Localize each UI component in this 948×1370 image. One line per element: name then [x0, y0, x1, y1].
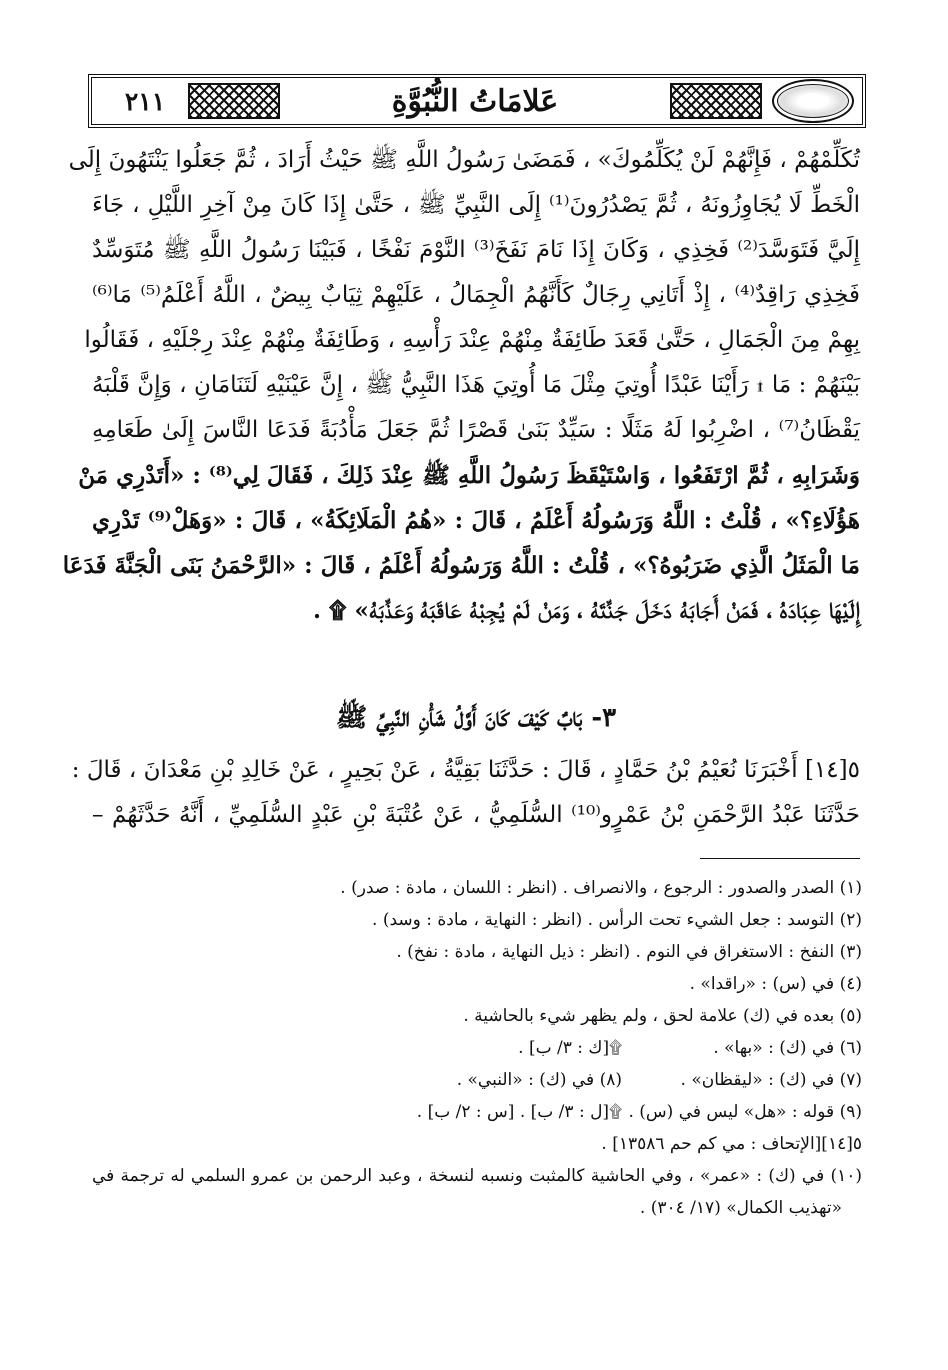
footnote-3: (٣) النفخ : الاستغراق في النوم . (انظر : ذيل النهاية ، مادة : نفخ) .	[396, 942, 862, 962]
text-line: مَا الْمَثَلُ الَّذِي ضَرَبُوهُ؟» ، قُلْتُ : اللَّهُ وَرَسُولُهُ أَعْلَمُ ، قَالَ : «الرَّحْمَنُ بَنَى الْجَنَّةَ فَدَعَا	[62, 552, 860, 579]
footnote-7: (٧) في (ك) : «ليقظان» .	[680, 1070, 862, 1090]
ornament-left	[188, 83, 280, 119]
publisher-seal-icon	[772, 79, 854, 123]
footnote-6: (٦) في (ك) : «بها» .	[713, 1038, 862, 1058]
chapter-heading: ٣- بَابٌ كَيْفَ كَانَ أَوَّلُ شَأْنِ النَّبِيِّ ﷺ	[335, 703, 617, 733]
manuscript-ref-9: ۩[ل : ٣/ ب] . [س : ٢/ ب] .	[416, 1102, 622, 1122]
text-line: هَؤُلَاءِ؟» ، قُلْتُ : اللَّهُ وَرَسُولُهُ أَعْلَمُ ، قَالَ : «هُمُ الْمَلَائِكَةُ» ، قَالَ : «وَهَلْ⁽⁹⁾ تَدْرِي	[92, 507, 861, 534]
hadith-text	[71, 748, 861, 838]
page-header	[88, 74, 866, 128]
text-line: بِهِمْ مِنَ الْجَمَالِ ، حَتَّىٰ قَعَدَ طَائِفَةٌ مِنْهُمْ عِنْدَ رَأْسِهِ ، وَطَائِفَةٌ مِنْهُمْ عِنْدَ رِجْلَيْهِ ، فَقَالُوا	[84, 327, 860, 353]
footnote-5: (٥) بعده في (ك) علامة لحق ، ولم يظهر شيء بالحاشية .	[463, 1006, 862, 1026]
manuscript-ref-6: ۩[ك : ٣/ ب] .	[518, 1038, 622, 1058]
footnote-10: (١٠) في (ك) : «عمر» ، وفي الحاشية كالمثبت ونسبه لنسخة ، وعبد الرحمن بن عمرو السلمي له ترجمة في	[92, 1166, 862, 1186]
footnote-9: (٩) قوله : «هل» ليس في (س) .	[628, 1102, 862, 1122]
page-number: ٢١١	[124, 86, 166, 116]
hadith-line: ٥[١٤] أَخْبَرَنَا نُعَيْمُ بْنُ حَمَّادٍ ، قَالَ : حَدَّثَنَا بَقِيَّةُ ، عَنْ بَحِيرٍ ، عَنْ خَالِدِ بْنِ مَعْدَانَ ، قَالَ :	[71, 757, 860, 783]
ornament-right	[670, 83, 762, 119]
footnote-8: (٨) في (ك) : «النبي» .	[456, 1070, 622, 1090]
text-line: إِلَيَّ فَتَوَسَّدَ⁽²⁾ فَخِذِي ، وَكَانَ إِذَا نَامَ نَفَخَ⁽³⁾ النَّوْمَ نَفْخًا ، فَبَيْنَا رَسُولُ اللَّهِ ﷺ مُتَوَسِّدٌ	[92, 237, 861, 263]
text-line: الْخَطِّ لَا يُجَاوِزُونَهُ ، ثُمَّ يَصْدُرُونَ⁽¹⁾ إِلَى النَّبِيِّ ﷺ ، حَتَّىٰ إِذَا كَانَ مِنْ آخِرِ اللَّيْلِ ، جَاءَ	[92, 192, 860, 218]
text-line: بَيْنَهُمْ : مَا ۩ رَأَيْنَا عَبْدًا أُوتِيَ مِثْلَ مَا أُوتِيَ هَذَا النَّبِيُّ ﷺ ، إِنَّ عَيْنَيْهِ لَتَنَامَانِ ، وَإِنَّ قَلْبَهُ	[92, 372, 860, 398]
footnote-10-cont: «تهذيب الكمال» (١٧/ ٣٠٤) .	[639, 1198, 842, 1218]
text-line: إِلَيْهَا عِبَادَهُ ، فَمَنْ أَجَابَهُ دَخَلَ جَنَّتَهُ ، وَمَنْ لَمْ يُجِبْهُ عَاقَبَهُ وَعَذَّبَهُ» ۩ .	[313, 597, 860, 624]
text-line: فَخِذِي رَاقِدٌ⁽⁴⁾ ، إِذْ أَتَانِي رِجَالٌ كَأَنَّهُمُ الْجِمَالُ ، عَلَيْهِمْ ثِيَابٌ بِيضٌ ، اللَّهُ أَعْلَمُ⁽⁵⁾ مَا⁽⁶⁾	[92, 282, 860, 308]
footnote-1: (١) الصدر والصدور : الرجوع ، والانصراف . (انظر : اللسان ، مادة : صدر) .	[340, 878, 862, 898]
footnote-row-7-8	[92, 1064, 862, 1096]
seal-emblem	[777, 84, 849, 118]
hadith-line: حَدَّثَنَا عَبْدُ الرَّحْمَنِ بْنُ عَمْرٍو⁽¹⁰⁾ السُّلَمِيُّ ، عَنْ عُتْبَةَ بْنِ عَبْدٍ السُّلَمِيِّ ، أَنَّهُ حَدَّثَهُمْ –	[92, 802, 861, 828]
footnotes	[92, 872, 862, 1224]
text-line: يَقْظَانُ⁽⁷⁾ ، اضْرِبُوا لَهُ مَثَلًا : سَيِّدٌ بَنَىٰ قَصْرًا ثُمَّ جَعَلَ مَأْدُبَةً فَدَعَا النَّاسَ إِلَىٰ طَعَامِهِ	[92, 417, 860, 443]
main-text	[62, 138, 861, 633]
footnote-4: (٤) في (س) : «راقدا» .	[689, 974, 862, 994]
text-line: تُكَلِّمْهُمْ ، فَإِنَّهُمْ لَنْ يُكَلِّمُوكَ» ، فَمَضَىٰ رَسُولُ اللَّهِ ﷺ حَيْثُ أَرَادَ ، ثُمَّ جَعَلُوا يَنْتَهُونَ إِلَى	[68, 147, 860, 173]
itihaf-reference: ٥[١٤][الإتحاف : مي كم حم ١٣٥٨٦] .	[601, 1134, 862, 1154]
footnote-row-6	[92, 1032, 862, 1064]
running-title: عَلامَاتُ النُّبُوَّةِ	[391, 83, 559, 119]
text-line: وَشَرَابِهِ ، ثُمَّ ارْتَفَعُوا ، وَاسْتَيْقَظَ رَسُولُ اللَّهِ ﷺ عِنْدَ ذَلِكَ ، فَقَالَ لِي⁽⁸⁾ : «أَتَدْرِي مَنْ	[78, 462, 860, 489]
footnote-2: (٢) التوسد : جعل الشيء تحت الرأس . (انظر : النهاية ، مادة : وسد) .	[372, 910, 862, 930]
footnote-separator	[700, 858, 860, 859]
footnote-row-9	[92, 1096, 862, 1128]
